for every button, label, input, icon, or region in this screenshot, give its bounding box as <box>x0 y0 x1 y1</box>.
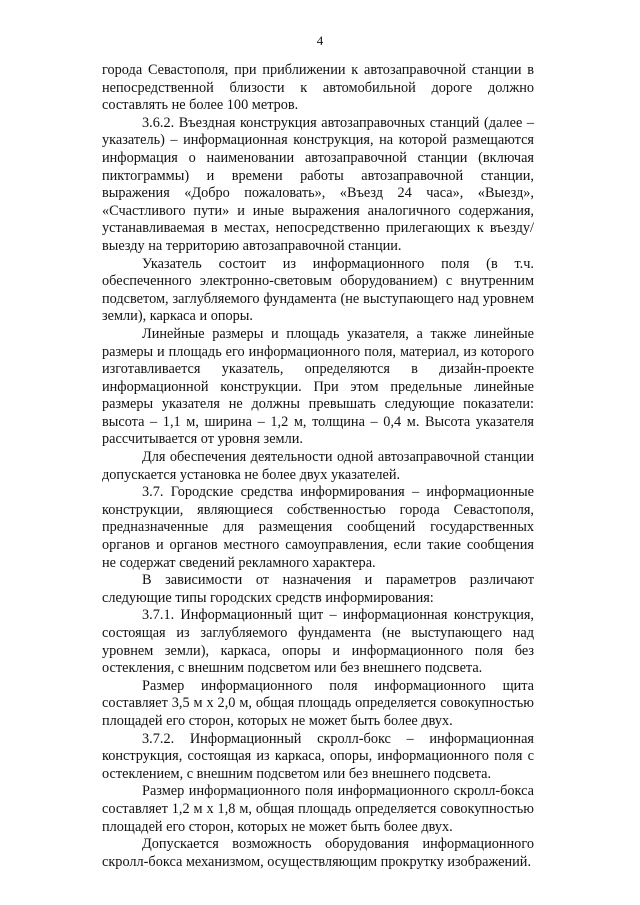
paragraph-8: 3.7.1. Информационный щит – информационная конструкция, состоящая из заглубляемого фундамента (не выступающего над уровнем земли), каркаса, опоры и информационного поля без остекления, с внешним подсветом или без внешнего подсвета. <box>102 607 534 677</box>
document-body <box>102 62 534 871</box>
paragraph-11: Размер информационного поля информационного скролл-бокса составляет 1,2 м х 1,8 м, общая площадь определяется совокупностью площадей его сторон, которых не может быть более двух. <box>102 783 534 835</box>
paragraph-2: 3.6.2. Въездная конструкция автозаправочных станций (далее – указатель) – информационная конструкция, на которой размещаются информация о наименовании автозаправочной станции (включая пиктограммы) и времени работы автозаправочной станции, выражения «Добро пожаловать», «Въезд 24 часа», «Выезд», «Счастливого пути» и иные выражения аналогичного содержания, устанавливаемая в местах, непосредственно прилегающих к въезду/выезду на территорию автозаправочной станции. <box>102 114 534 254</box>
paragraph-3: Указатель состоит из информационного поля (в т.ч. обеспеченного электронно-световым оборудованием) с внутренним подсветом, заглубляемого фундамента (не выступающего над уровнем земли), каркаса и опоры. <box>102 255 534 325</box>
paragraph-1: города Севастополя, при приближении к автозаправочной станции в непосредственной близости к автомобильной дороге должно составлять не более 100 метров. <box>102 62 534 114</box>
paragraph-10: 3.7.2. Информационный скролл-бокс – информационная конструкция, состоящая из каркаса, опоры, информационного поля с остеклением, с внешним подсветом или без внешнего подсвета. <box>102 730 534 782</box>
paragraph-5: Для обеспечения деятельности одной автозаправочной станции допускается установка не более двух указателей. <box>102 449 534 483</box>
paragraph-7: В зависимости от назначения и параметров различают следующие типы городских средств информирования: <box>102 572 534 606</box>
paragraph-6: 3.7. Городские средства информирования – информационные конструкции, являющиеся собственностью города Севастополя, предназначенные для размещения сообщений государственных органов и органов местного самоуправления, если такие сообщения не содержат сведений рекламного характера. <box>102 484 534 571</box>
paragraph-9: Размер информационного поля информационного щита составляет 3,5 м х 2,0 м, общая площадь определяется совокупностью площадей его сторон, которых не может быть более двух. <box>102 677 534 729</box>
paragraph-12: Допускается возможность оборудования информационного скролл-бокса механизмом, осуществляющим прокрутку изображений. <box>102 836 534 870</box>
page-number: 4 <box>316 33 324 48</box>
paragraph-4: Линейные размеры и площадь указателя, а также линейные размеры и площадь его информационного поля, материал, из которого изготавливается указатель, определяются в дизайн-проекте информационной конструкции. При этом предельные линейные размеры указателя не должны превышать следующие показатели: высота – 1,1 м, ширина – 1,2 м, толщина – 0,4 м. Высота указателя рассчитывается от уровня земли. <box>102 325 534 448</box>
